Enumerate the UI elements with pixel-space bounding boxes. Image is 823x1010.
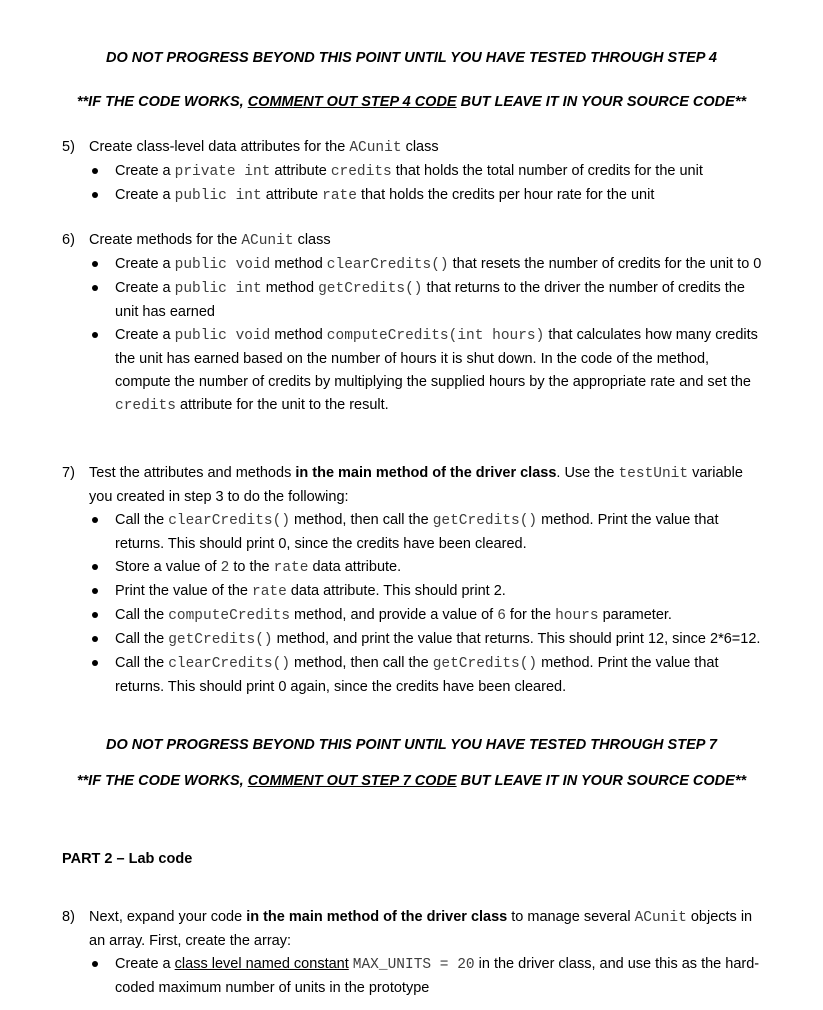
comment-out-notice-step4: **IF THE CODE WORKS, COMMENT OUT STEP 4 CODE BUT LEAVE IT IN YOUR SOURCE CODE** — [76, 94, 747, 110]
list-item: Call the getCredits() method, and print the value that returns. This should print 12, since 2*6=12. — [89, 628, 762, 652]
step-intro: Test the attributes and methods in the main method of the driver class. Use the testUnit variable you created in step 3 to do the following: — [89, 465, 743, 505]
step-intro: Next, expand your code in the main method of the driver class to manage several ACunit objects in an array. First, create the array: — [89, 909, 753, 949]
step-number: 7) — [62, 465, 75, 481]
part-2-heading: PART 2 – Lab code — [62, 851, 193, 867]
list-item: Create a class level named constant MAX_UNITS = 20 in the driver class, and use this as the hard-coded maximum number of units in the prototype — [89, 953, 762, 1000]
step-7 — [62, 462, 762, 699]
list-item: Create a public int attribute rate that holds the credits per hour rate for the unit — [89, 184, 762, 208]
step-8 — [62, 906, 762, 1000]
list-item: Create a public void method computeCredits(int hours) that calculates how many credits the unit has earned based on the number of hours it is shut down. In the code of the method, compute the number of credits by multiplying the supplied hours by the appropriate rate and set the credits attribute for the unit to the result. — [89, 324, 762, 418]
list-item: Call the clearCredits() method, then call the getCredits() method. Print the value that returns. This should print 0 again, since the credits have been cleared. — [89, 652, 762, 699]
list-item: Call the computeCredits method, and provide a value of 6 for the hours parameter. — [89, 604, 762, 628]
list-item: Print the value of the rate data attribute. This should print 2. — [89, 580, 762, 604]
bullet-list — [89, 953, 762, 1000]
bullet-list — [89, 509, 762, 699]
progress-notice-step7: DO NOT PROGRESS BEYOND THIS POINT UNTIL YOU HAVE TESTED THROUGH STEP 7 — [106, 737, 717, 753]
list-item: Create a private int attribute credits that holds the total number of credits for the unit — [89, 160, 762, 184]
bullet-list — [89, 253, 762, 418]
comment-out-notice-step7: **IF THE CODE WORKS, COMMENT OUT STEP 7 CODE BUT LEAVE IT IN YOUR SOURCE CODE** — [76, 773, 747, 789]
step-number: 5) — [62, 139, 75, 155]
list-item: Store a value of 2 to the rate data attribute. — [89, 556, 762, 580]
step-intro: Create methods for the ACunit class — [89, 232, 331, 249]
list-item: Create a public int method getCredits() that returns to the driver the number of credits the unit has earned — [89, 277, 762, 324]
step-intro: Create class-level data attributes for the ACunit class — [89, 139, 439, 156]
bullet-list — [89, 160, 762, 208]
progress-notice-step4: DO NOT PROGRESS BEYOND THIS POINT UNTIL YOU HAVE TESTED THROUGH STEP 4 — [106, 50, 717, 66]
step-number: 6) — [62, 232, 75, 248]
list-item: Create a public void method clearCredits() that resets the number of credits for the unit to 0 — [89, 253, 762, 277]
list-item: Call the clearCredits() method, then call the getCredits() method. Print the value that returns. This should print 0, since the credits have been cleared. — [89, 509, 762, 556]
step-6 — [62, 229, 762, 418]
step-number: 8) — [62, 909, 75, 925]
step-5 — [62, 136, 762, 208]
